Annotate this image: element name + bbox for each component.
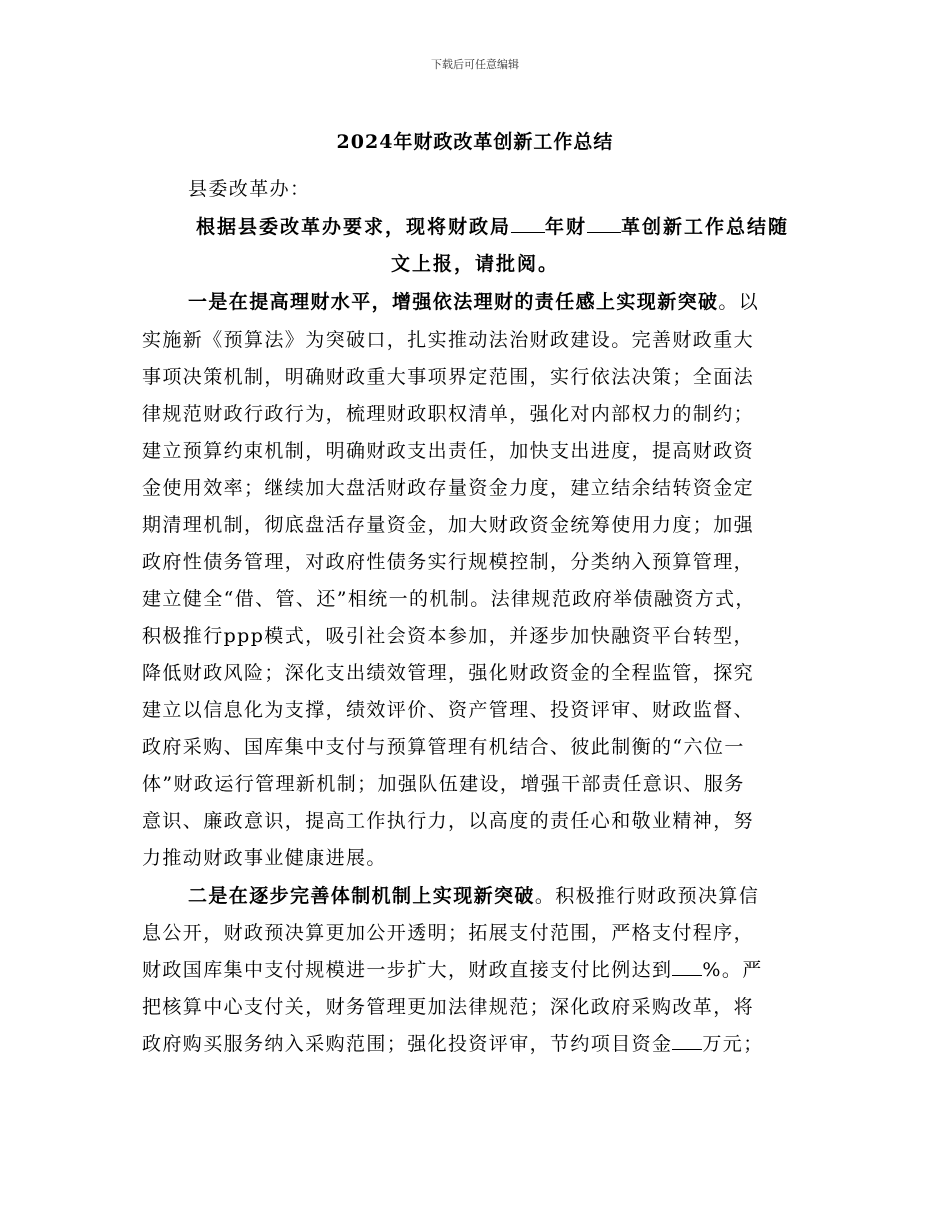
section2-line-5-a: 政府购买服务纳入采购范围；强化投资评审，节约项目资金	[142, 1033, 673, 1055]
intro-text-b: 年财	[545, 216, 588, 238]
section1-line: 金使用效率；继续加大盘活财政存量资金力度，建立结余结转资金定	[142, 477, 755, 499]
section1-line-1-rest: 。以	[718, 291, 760, 313]
section2-line: 把核算中心支付关，财务管理更加法律规范；深化政府采购改革，将	[142, 996, 755, 1018]
section1-line: 律规范财政行政行为，梳理财政职权清单，强化对内部权力的制约；	[142, 403, 755, 425]
section2-line-3-a: 财政国库集中支付规模进一步扩大，财政直接支付比例达到	[142, 959, 673, 981]
salutation: 县委改革办：	[188, 178, 311, 200]
section1-line: 政府采购、国库集中支付与预算管理有机结合、彼此制衡的“六位一	[142, 736, 745, 758]
section2-line-3-b: %。严	[702, 959, 763, 981]
document-title: 2024年财政改革创新工作总结	[336, 131, 614, 153]
blank-amount	[672, 1034, 702, 1050]
section1-line: 意识、廉政意识，提高工作执行力，以高度的责任心和敬业精神，努	[142, 810, 755, 832]
section1-line: 事项决策机制，明确财政重大事项界定范围，实行依法决策；全面法	[142, 366, 755, 388]
blank-percent	[672, 960, 702, 976]
section1-line: 期清理机制，彻底盘活存量资金，加大财政资金统筹使用力度；加强	[142, 514, 755, 536]
section1-line: 建立以信息化为支撑，绩效评价、资产管理、投资评审、财政监督、	[142, 699, 755, 721]
section1-line: 建立健全“借、管、还”相统一的机制。法律规范政府举债融资方式，	[142, 588, 756, 610]
section1-line: 积极推行ppp模式，吸引社会资本参加，并逐步加快融资平台转型，	[142, 625, 754, 647]
intro-text-c: 革创新工作总结随	[621, 216, 790, 238]
intro-text-a: 根据县委改革办要求，现将财政局	[196, 216, 512, 238]
section1-line-1	[188, 287, 759, 314]
section2-line-3	[142, 955, 763, 982]
section2-line-1	[188, 881, 759, 908]
intro-line-1	[196, 212, 789, 239]
section1-line: 建立预算约束机制，明确财政支出责任，加快支出进度，提高财政资	[142, 440, 755, 462]
section2-line-5-b: 万元；	[702, 1033, 764, 1055]
section1-heading: 一是在提高理财水平，增强依法理财的责任感上实现新突破	[188, 291, 719, 313]
blank-year	[511, 217, 545, 233]
section2-line: 息公开，财政预决算更加公开透明；拓展支付范围，严格支付程序，	[142, 922, 755, 944]
intro-line-2: 文上报，请批阅。	[390, 253, 559, 275]
section1-line: 力推动财政事业健康进展。	[142, 847, 387, 869]
section2-heading: 二是在逐步完善体制机制上实现新突破	[188, 885, 535, 907]
page-header: 下载后可任意编辑	[431, 58, 519, 71]
section1-line: 体”财政运行管理新机制；加强队伍建设，增强干部责任意识、服务	[142, 773, 745, 795]
section1-line: 政府性债务管理，对政府性债务实行规模控制，分类纳入预算管理，	[142, 551, 755, 573]
section2-line-1-rest: 。积极推行财政预决算信	[534, 885, 760, 907]
blank-item	[587, 217, 621, 233]
section2-line-5	[142, 1029, 764, 1056]
section1-line: 降低财政风险；深化支出绩效管理，强化财政资金的全程监管，探究	[142, 662, 755, 684]
section1-line: 实施新《预算法》为突破口，扎实推动法治财政建设。完善财政重大	[142, 329, 755, 351]
